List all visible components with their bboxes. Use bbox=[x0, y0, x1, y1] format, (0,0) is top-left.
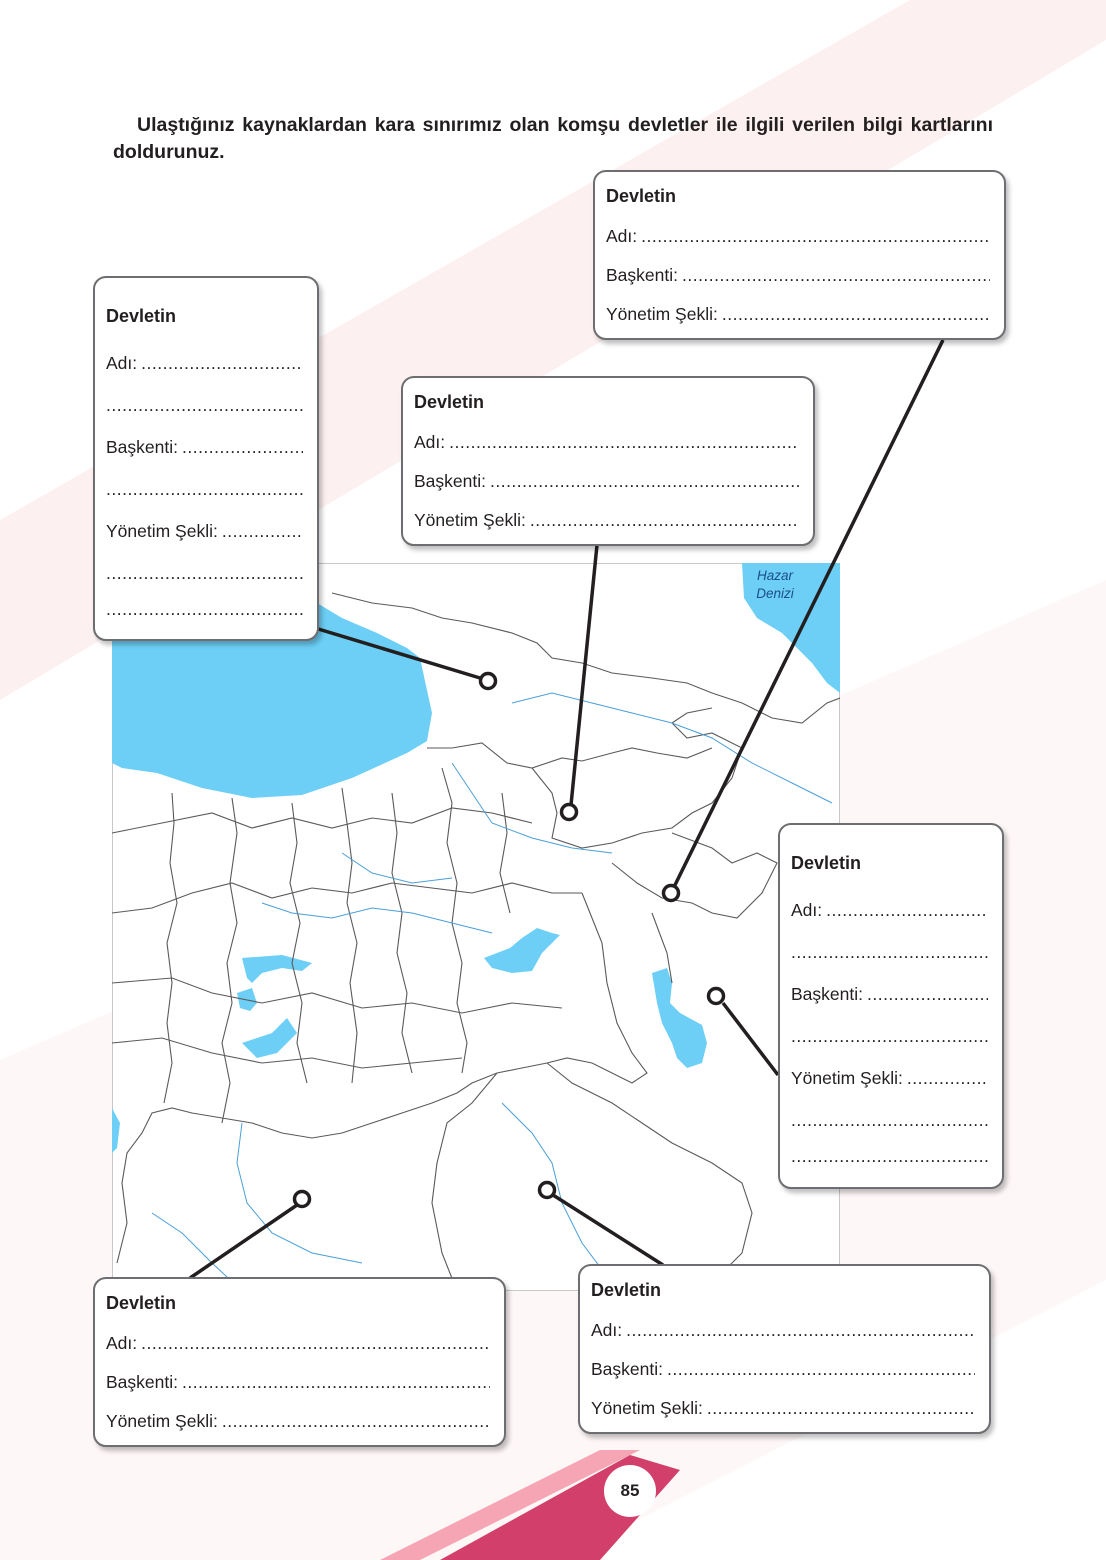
government-blank-extra-2[interactable] bbox=[791, 1146, 988, 1167]
capital-blank[interactable] bbox=[182, 1372, 490, 1393]
card-title: Devletin bbox=[106, 306, 177, 326]
government-blank[interactable] bbox=[530, 510, 799, 531]
capital-label: Başkenti: bbox=[791, 984, 863, 1004]
government-blank[interactable] bbox=[722, 304, 990, 325]
name-label: Adı: bbox=[106, 1333, 138, 1353]
capital-label: Başkenti: bbox=[606, 265, 678, 285]
state-card-right bbox=[778, 823, 1004, 1189]
capital-blank[interactable] bbox=[867, 984, 988, 1005]
name-blank-extra[interactable] bbox=[106, 395, 303, 416]
card-title: Devletin bbox=[606, 186, 677, 206]
card-title: Devletin bbox=[106, 1293, 177, 1313]
government-blank-extra[interactable] bbox=[106, 563, 303, 584]
government-label: Yönetim Şekli: bbox=[106, 1411, 218, 1431]
government-blank[interactable] bbox=[907, 1068, 988, 1089]
state-card-top-right bbox=[593, 170, 1006, 340]
capital-label: Başkenti: bbox=[591, 1359, 663, 1379]
page-number: 85 bbox=[604, 1465, 656, 1517]
government-blank-extra-2[interactable] bbox=[106, 599, 303, 620]
state-card-middle bbox=[401, 376, 815, 546]
capital-blank[interactable] bbox=[667, 1359, 975, 1380]
government-blank[interactable] bbox=[707, 1398, 975, 1419]
state-card-bottom-right bbox=[578, 1264, 991, 1434]
state-card-bottom-left bbox=[93, 1277, 506, 1447]
name-blank[interactable] bbox=[141, 353, 303, 374]
capital-blank-extra[interactable] bbox=[106, 479, 303, 500]
capital-label: Başkenti: bbox=[414, 471, 486, 491]
card-title: Devletin bbox=[591, 1280, 662, 1300]
capital-blank[interactable] bbox=[490, 471, 799, 492]
capital-blank[interactable] bbox=[182, 437, 303, 458]
name-label: Adı: bbox=[791, 900, 823, 920]
instruction-text: Ulaştığınız kaynaklardan kara sınırımız olan komşu devletler ile ilgili verilen bilgi kartlarını doldurunuz. bbox=[113, 114, 993, 163]
name-label: Adı: bbox=[606, 226, 638, 246]
government-blank[interactable] bbox=[222, 521, 303, 542]
capital-label: Başkenti: bbox=[106, 437, 178, 457]
government-label: Yönetim Şekli: bbox=[414, 510, 526, 530]
name-label: Adı: bbox=[414, 432, 446, 452]
name-label: Adı: bbox=[106, 353, 138, 373]
government-label: Yönetim Şekli: bbox=[106, 521, 218, 541]
government-label: Yönetim Şekli: bbox=[791, 1068, 903, 1088]
name-blank-extra[interactable] bbox=[791, 942, 988, 963]
government-label: Yönetim Şekli: bbox=[591, 1398, 703, 1418]
government-blank-extra[interactable] bbox=[791, 1110, 988, 1131]
capital-blank[interactable] bbox=[682, 265, 990, 286]
government-blank[interactable] bbox=[222, 1411, 490, 1432]
name-blank[interactable] bbox=[141, 1333, 490, 1354]
name-label: Adı: bbox=[591, 1320, 623, 1340]
card-title: Devletin bbox=[414, 392, 485, 412]
name-blank[interactable] bbox=[826, 900, 988, 921]
map-area bbox=[112, 563, 840, 1291]
name-blank[interactable] bbox=[641, 226, 990, 247]
name-blank[interactable] bbox=[449, 432, 799, 453]
capital-blank-extra[interactable] bbox=[791, 1026, 988, 1047]
caspian-sea-label: Hazar Denizi bbox=[756, 568, 794, 601]
state-card-top-left bbox=[93, 276, 319, 641]
government-label: Yönetim Şekli: bbox=[606, 304, 718, 324]
card-title: Devletin bbox=[791, 853, 862, 873]
capital-label: Başkenti: bbox=[106, 1372, 178, 1392]
name-blank[interactable] bbox=[626, 1320, 975, 1341]
